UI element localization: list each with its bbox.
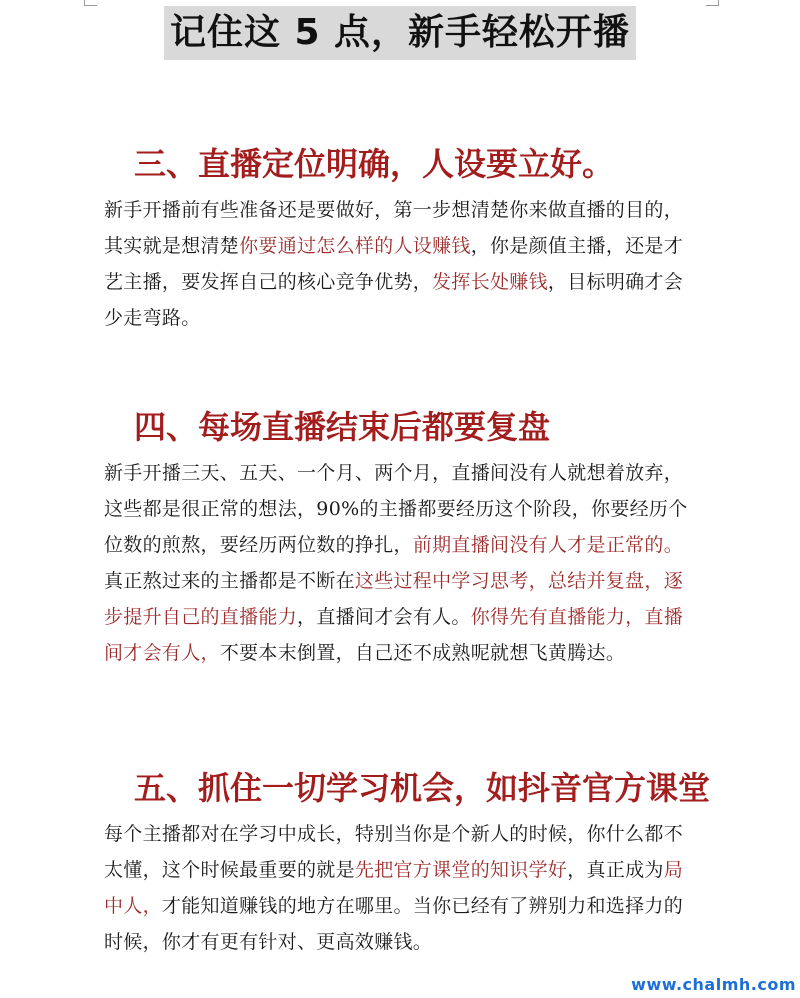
highlighted-text: 前期直播间没有人才是正常的。	[412, 534, 684, 556]
paragraph-line	[104, 852, 706, 888]
body-text: 真正熬过来的主播都是不断在	[104, 570, 355, 592]
paragraph-line	[104, 192, 706, 228]
body-text: 才能知道赚钱的地方在哪里。当你已经有了辨别力和选择力的	[161, 895, 684, 917]
paragraph-line	[104, 527, 706, 563]
highlighted-text: 你要通过怎么样的人设赚钱	[239, 235, 471, 257]
paragraph-line	[104, 888, 706, 924]
body-text: 其实就是想清楚	[104, 235, 240, 257]
section-heading: 五、抓住一切学习机会，如抖音官方课堂	[134, 769, 711, 807]
highlighted-text: 这些过程中学习思考，总结并复盘，逐	[354, 570, 684, 592]
highlighted-text: 局	[663, 859, 684, 881]
paragraph-line	[104, 228, 706, 264]
paragraph-line	[104, 924, 706, 960]
body-text: 新手开播三天、五天、一个月、两个月，直播间没有人就想着放弃，	[104, 462, 684, 484]
title-bar	[0, 6, 800, 60]
section-learning	[104, 766, 711, 960]
body-text: 这些都是很正常的想法，90%的主播都要经历这个阶段，你要经历个	[104, 498, 688, 520]
body-text: 少走弯路。	[104, 307, 201, 329]
body-text: 位数的煎熬，要经历两位数的挣扎，	[104, 534, 413, 556]
section-body	[104, 455, 706, 671]
body-text: ，你是颜值主播，还是才	[470, 235, 684, 257]
section-body	[104, 192, 706, 336]
paragraph-line	[104, 563, 706, 599]
highlighted-text: 步提升自己的直播能力	[104, 606, 298, 628]
section-positioning	[104, 142, 706, 336]
body-text: 太懂，这个时候最重要的就是	[104, 859, 355, 881]
body-text: 每个主播都对在学习中成长，特别当你是个新人的时候，你什么都不	[104, 823, 684, 845]
body-text: ，真正成为	[567, 859, 664, 881]
highlighted-text: 先把官方课堂的知识学好	[354, 859, 568, 881]
section-heading: 三、直播定位明确，人设要立好。	[134, 145, 615, 183]
paragraph-line	[104, 635, 706, 671]
paragraph-line	[104, 491, 706, 527]
section-body	[104, 816, 706, 960]
body-text: ，目标明确才会	[547, 271, 684, 293]
highlighted-text: 间才会有人，	[104, 642, 220, 664]
body-text: 新手开播前有些准备还是要做好，第一步想清楚你来做直播的目的，	[104, 199, 684, 221]
highlighted-text: 中人，	[104, 895, 162, 917]
paragraph-line	[104, 455, 706, 491]
section-heading: 四、每场直播结束后都要复盘	[134, 408, 551, 446]
body-text: ，直播间才会有人。	[297, 606, 471, 628]
section-review	[104, 405, 706, 671]
paragraph-line	[104, 300, 706, 336]
paragraph-line	[104, 816, 706, 852]
highlighted-text: 发挥长处赚钱	[432, 271, 548, 293]
page-title: 记住这 5 点，新手轻松开播	[164, 6, 636, 60]
paragraph-line	[104, 599, 706, 635]
body-text: 不要本末倒置，自己还不成熟呢就想飞黄腾达。	[219, 642, 626, 664]
watermark-url: www.chalmh.com	[631, 975, 796, 994]
paragraph-line	[104, 264, 706, 300]
body-text: 艺主播，要发挥自己的核心竞争优势，	[104, 271, 433, 293]
body-text: 时候，你才有更有针对、更高效赚钱。	[104, 931, 433, 953]
highlighted-text: 你得先有直播能力，直播	[470, 606, 684, 628]
